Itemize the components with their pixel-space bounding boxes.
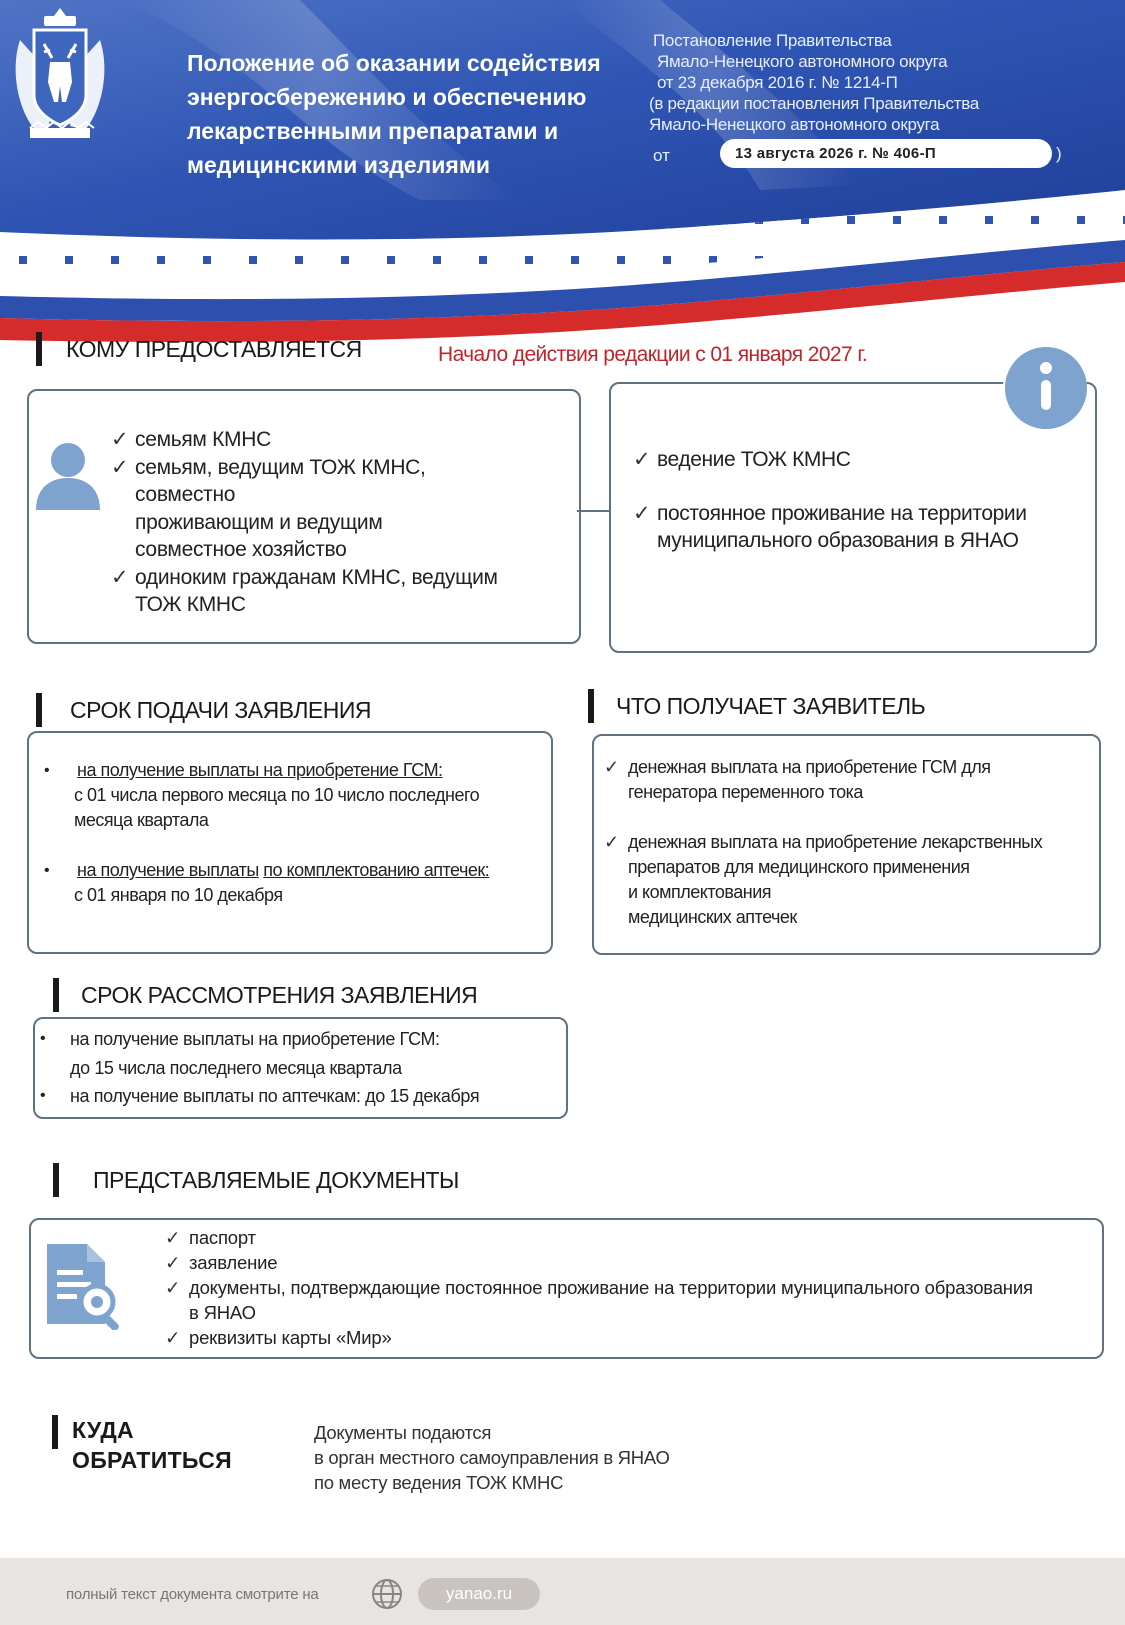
document-search-icon	[43, 1240, 127, 1330]
item-line: препаратов для медицинского применения	[628, 857, 970, 877]
bullet: •	[40, 1087, 46, 1104]
coat-of-arms-icon	[0, 0, 120, 150]
bullet: •	[44, 762, 50, 779]
list-item	[165, 1225, 1105, 1250]
where-heading	[52, 1415, 232, 1475]
list-item	[633, 500, 1073, 554]
list-item	[111, 426, 541, 454]
who-heading-text: КОМУ ПРЕДОСТАВЛЯЕТСЯ	[66, 335, 362, 362]
check-icon: ✓	[165, 1327, 181, 1348]
application-term-heading	[36, 693, 371, 727]
item-line: месяца квартала	[74, 810, 209, 830]
item-line: ведение ТОЖ КМНС	[657, 448, 851, 471]
title-line: энергосбережению и обеспечению	[187, 84, 587, 110]
item-line: на получение выплаты на приобретение ГСМ:	[70, 1029, 440, 1049]
check-icon: ✓	[633, 502, 651, 525]
check-icon: ✓	[111, 565, 129, 589]
application-term-heading-text: СРОК ПОДАЧИ ЗАЯВЛЕНИЯ	[70, 696, 372, 723]
application-term-list	[44, 758, 554, 908]
footer-note: полный текст документа смотрите на	[66, 1586, 319, 1603]
list-item	[604, 830, 1074, 930]
applicant-gets-list	[604, 755, 1074, 930]
heading-bar	[52, 1415, 58, 1449]
documents-heading	[53, 1163, 459, 1197]
item-line: и комплектования	[628, 882, 772, 902]
decree-date-badge: 13 августа 2026 г. № 406-П	[720, 139, 1052, 168]
list-item	[165, 1275, 1105, 1325]
check-icon: ✓	[165, 1252, 181, 1273]
item-line: семьям КМНС	[135, 428, 271, 451]
item-title: по комплектованию аптечек:	[263, 860, 490, 880]
where-line: Документы подаются	[314, 1422, 492, 1443]
card-connector	[577, 510, 613, 512]
item-line: в ЯНАО	[189, 1302, 256, 1323]
header-banner	[0, 0, 1125, 350]
decree-line: Ямало-Ненецкого автономного округа	[649, 115, 940, 134]
item-title: на получение выплаты на приобретение ГСМ:	[77, 760, 443, 780]
item-line: медицинских аптечек	[628, 907, 797, 927]
item-line: совместно	[135, 483, 236, 506]
applicant-gets-heading-text: ЧТО ПОЛУЧАЕТ ЗАЯВИТЕЛЬ	[616, 692, 926, 719]
list-item	[604, 755, 1074, 805]
check-icon: ✓	[165, 1277, 181, 1298]
check-icon: ✓	[604, 832, 619, 852]
item-line: муниципального образования в ЯНАО	[657, 529, 1019, 552]
check-icon: ✓	[165, 1227, 181, 1248]
heading-bar	[36, 693, 42, 727]
globe-icon	[370, 1577, 404, 1611]
list-item	[111, 564, 541, 619]
item-line: совместное хозяйство	[135, 538, 347, 561]
decree-from-label: от	[653, 146, 670, 165]
applicant-gets-heading	[588, 689, 925, 723]
list-item	[633, 446, 1073, 473]
list-item	[44, 758, 554, 833]
list-item	[40, 1082, 580, 1111]
item-line: генератора переменного тока	[628, 782, 863, 802]
check-icon: ✓	[111, 428, 129, 451]
check-icon: ✓	[111, 455, 129, 479]
item-line: одиноким гражданам КМНС, ведущим	[135, 565, 498, 589]
review-term-list	[40, 1025, 580, 1111]
decree-reference	[649, 30, 1123, 135]
title-line: Положение об оказании содействия	[187, 50, 601, 76]
item-line: документы, подтверждающие постоянное проживание на территории муниципального образования	[189, 1277, 1033, 1298]
check-icon: ✓	[604, 757, 619, 777]
item-line: паспорт	[189, 1227, 256, 1248]
list-item	[44, 858, 554, 908]
bullet: •	[40, 1030, 46, 1047]
review-term-heading	[53, 978, 477, 1012]
check-icon: ✓	[633, 448, 651, 471]
info-icon	[1005, 347, 1087, 429]
item-line: на получение выплаты по аптечкам: до 15 декабря	[70, 1086, 480, 1106]
conditions-list	[633, 446, 1073, 554]
item-line: ТОЖ КМНС	[135, 593, 246, 616]
list-item	[40, 1025, 580, 1082]
website-link[interactable]: yanao.ru	[418, 1578, 540, 1610]
who-heading	[36, 332, 362, 366]
item-line: постоянное проживание на территории	[657, 502, 1027, 525]
decree-line: Ямало-Ненецкого автономного округа	[657, 52, 948, 71]
item-line: с 01 числа первого месяца по 10 число последнего	[74, 785, 480, 805]
documents-heading-text: ПРЕДСТАВЛЯЕМЫЕ ДОКУМЕНТЫ	[93, 1166, 459, 1193]
where-heading-line: ОБРАТИТЬСЯ	[72, 1447, 232, 1473]
bullet: •	[44, 862, 50, 879]
where-line: в орган местного самоуправления в ЯНАО	[314, 1447, 670, 1468]
title-line: лекарственными препаратами и	[187, 118, 559, 144]
heading-bar	[53, 1163, 59, 1197]
documents-list	[165, 1225, 1105, 1350]
item-line: денежная выплата на приобретение ГСМ для	[628, 757, 991, 777]
where-body	[314, 1420, 670, 1495]
decree-line: Постановление Правительства	[653, 31, 892, 50]
decree-line: (в редакции постановления Правительства	[649, 94, 979, 113]
list-item	[111, 454, 541, 564]
heading-bar	[588, 689, 594, 723]
item-line: реквизиты карты «Мир»	[189, 1327, 392, 1348]
heading-bar	[53, 978, 59, 1012]
item-line: до 15 числа последнего месяца квартала	[70, 1057, 402, 1078]
item-line: семьям, ведущим ТОЖ КМНС,	[135, 455, 426, 479]
title-line: медицинскими изделиями	[187, 152, 490, 178]
person-icon	[34, 440, 102, 510]
page-title	[187, 46, 617, 182]
decree-close-paren: )	[1056, 144, 1062, 163]
list-item	[165, 1325, 1105, 1350]
item-line: проживающим и ведущим	[135, 510, 383, 534]
item-line: денежная выплата на приобретение лекарственных	[628, 832, 1043, 852]
where-line: по месту ведения ТОЖ КМНС	[314, 1472, 564, 1493]
list-item	[165, 1250, 1105, 1275]
recipients-list	[111, 426, 541, 619]
decree-line: от 23 декабря 2016 г. № 1214-П	[657, 73, 898, 92]
item-line: с 01 января по 10 декабря	[74, 885, 283, 905]
heading-bar	[36, 332, 42, 366]
effective-date-note: Начало действия редакции с 01 января 2027 г.	[438, 343, 868, 366]
item-title: на получение выплаты	[77, 860, 259, 880]
item-line: заявление	[189, 1252, 278, 1273]
review-term-heading-text: СРОК РАССМОТРЕНИЯ ЗАЯВЛЕНИЯ	[81, 981, 478, 1008]
where-heading-line: КУДА	[72, 1417, 134, 1443]
